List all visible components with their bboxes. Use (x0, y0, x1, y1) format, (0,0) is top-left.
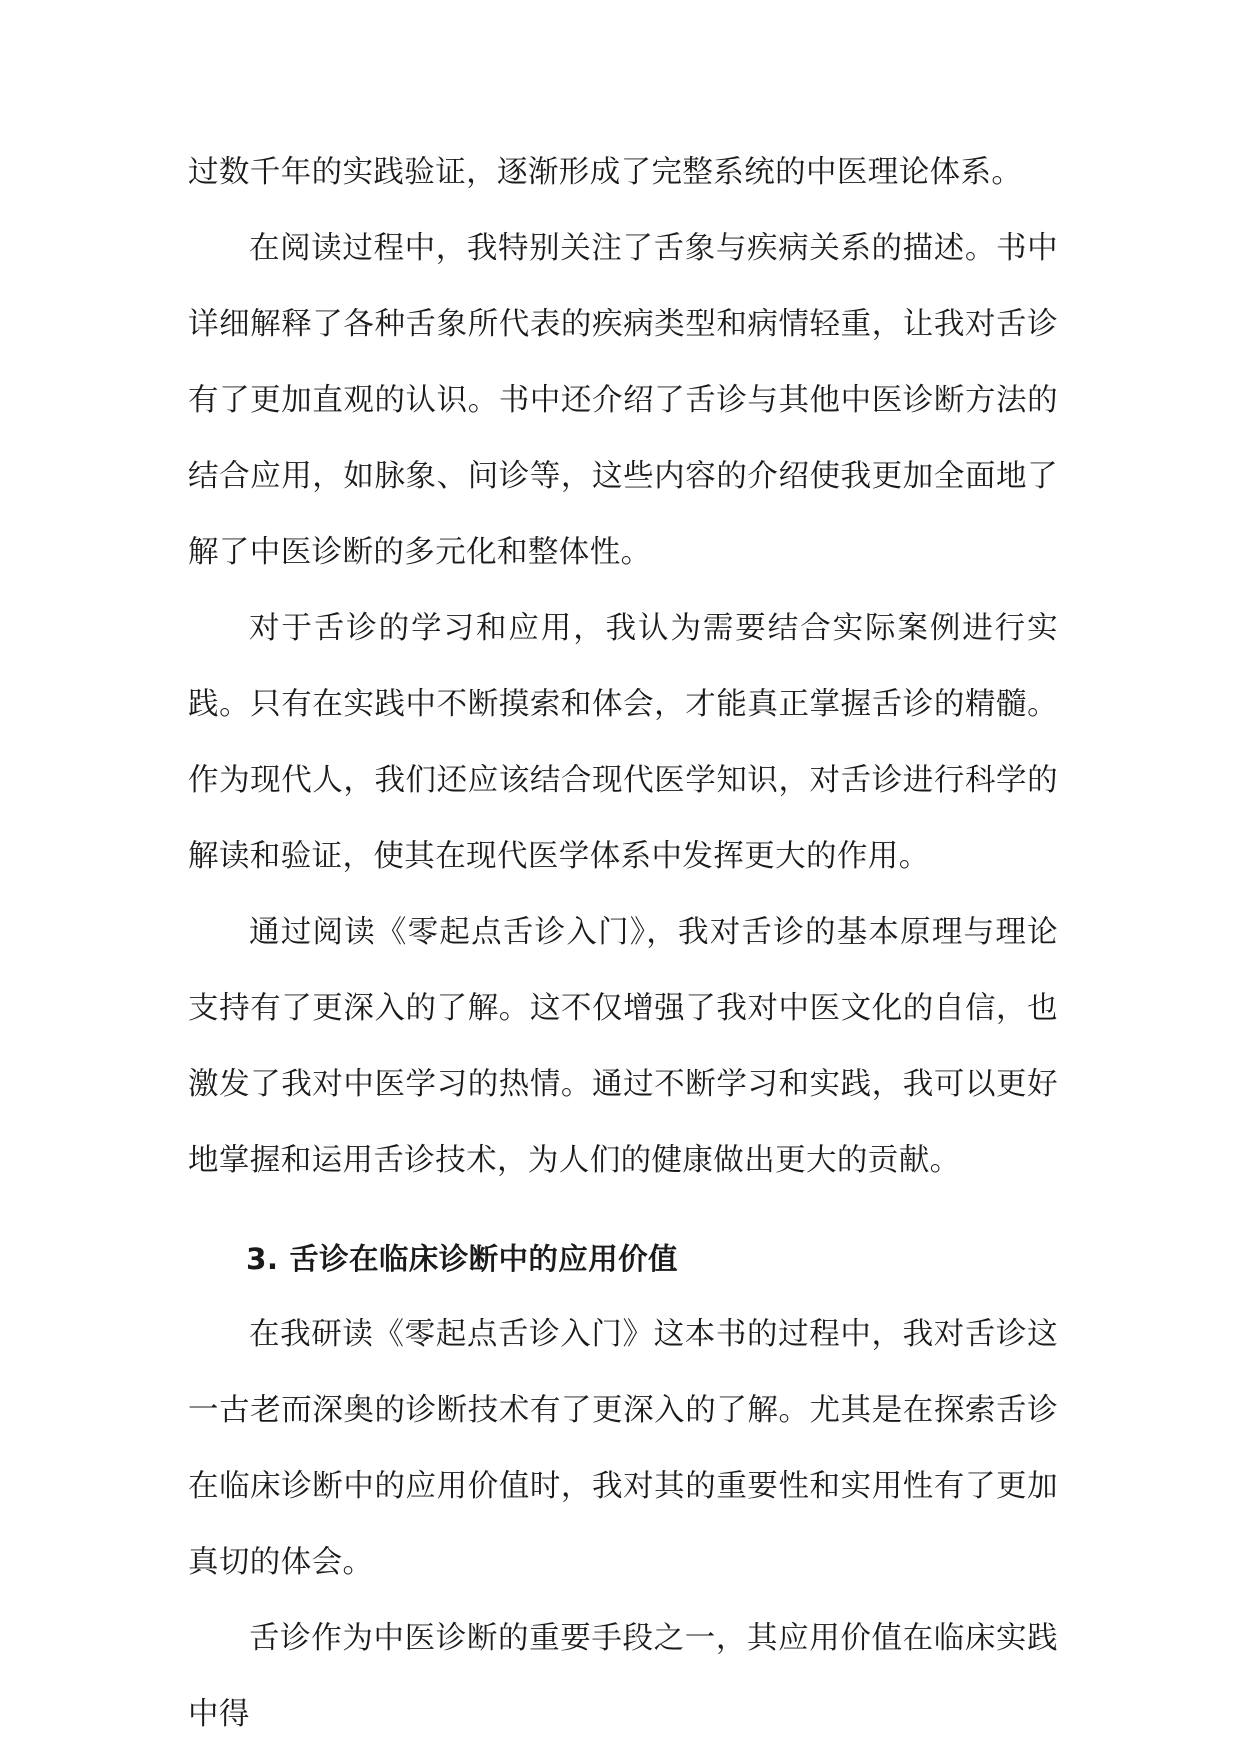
paragraph-clinical-value: 舌诊作为中医诊断的重要手段之一，其应用价值在临床实践中得 (188, 1621, 1058, 1732)
section-heading: 3. 舌诊在临床诊断中的应用价值 (246, 1242, 678, 1276)
paragraph-reading-summary: 通过阅读《零起点舌诊入门》，我对舌诊的基本原理与理论支持有了更深入的了解。这不仅增强了我对中医文化的自信，也激发了我对中医学习的热情。通过不断学习和实践，我可以更好地掌握和运用舌诊技术，为人们的健康做出更大的贡献。 (188, 915, 1058, 1178)
document-body (188, 135, 1058, 1753)
paragraph-practice-learning: 对于舌诊的学习和应用，我认为需要结合实际案例进行实践。只有在实践中不断摸索和体会，才能真正掌握舌诊的精髓。作为现代人，我们还应该结合现代医学知识，对舌诊进行科学的解读和验证，使其在现代医学体系中发挥更大的作用。 (188, 611, 1058, 874)
paragraph-tongue-disease-relation: 在阅读过程中，我特别关注了舌象与疾病关系的描述。书中详细解释了各种舌象所代表的疾病类型和病情轻重，让我对舌诊有了更加直观的认识。书中还介绍了舌诊与其他中医诊断方法的结合应用，如脉象、问诊等，这些内容的介绍使我更加全面地了解了中医诊断的多元化和整体性。 (188, 231, 1058, 570)
paragraph-continuation: 过数千年的实践验证，逐渐形成了完整系统的中医理论体系。 (188, 155, 1023, 190)
paragraph-section-intro: 在我研读《零起点舌诊入门》这本书的过程中，我对舌诊这一古老而深奥的诊断技术有了更深入的了解。尤其是在探索舌诊在临床诊断中的应用价值时，我对其的重要性和实用性有了更加真切的体会。 (188, 1317, 1058, 1580)
